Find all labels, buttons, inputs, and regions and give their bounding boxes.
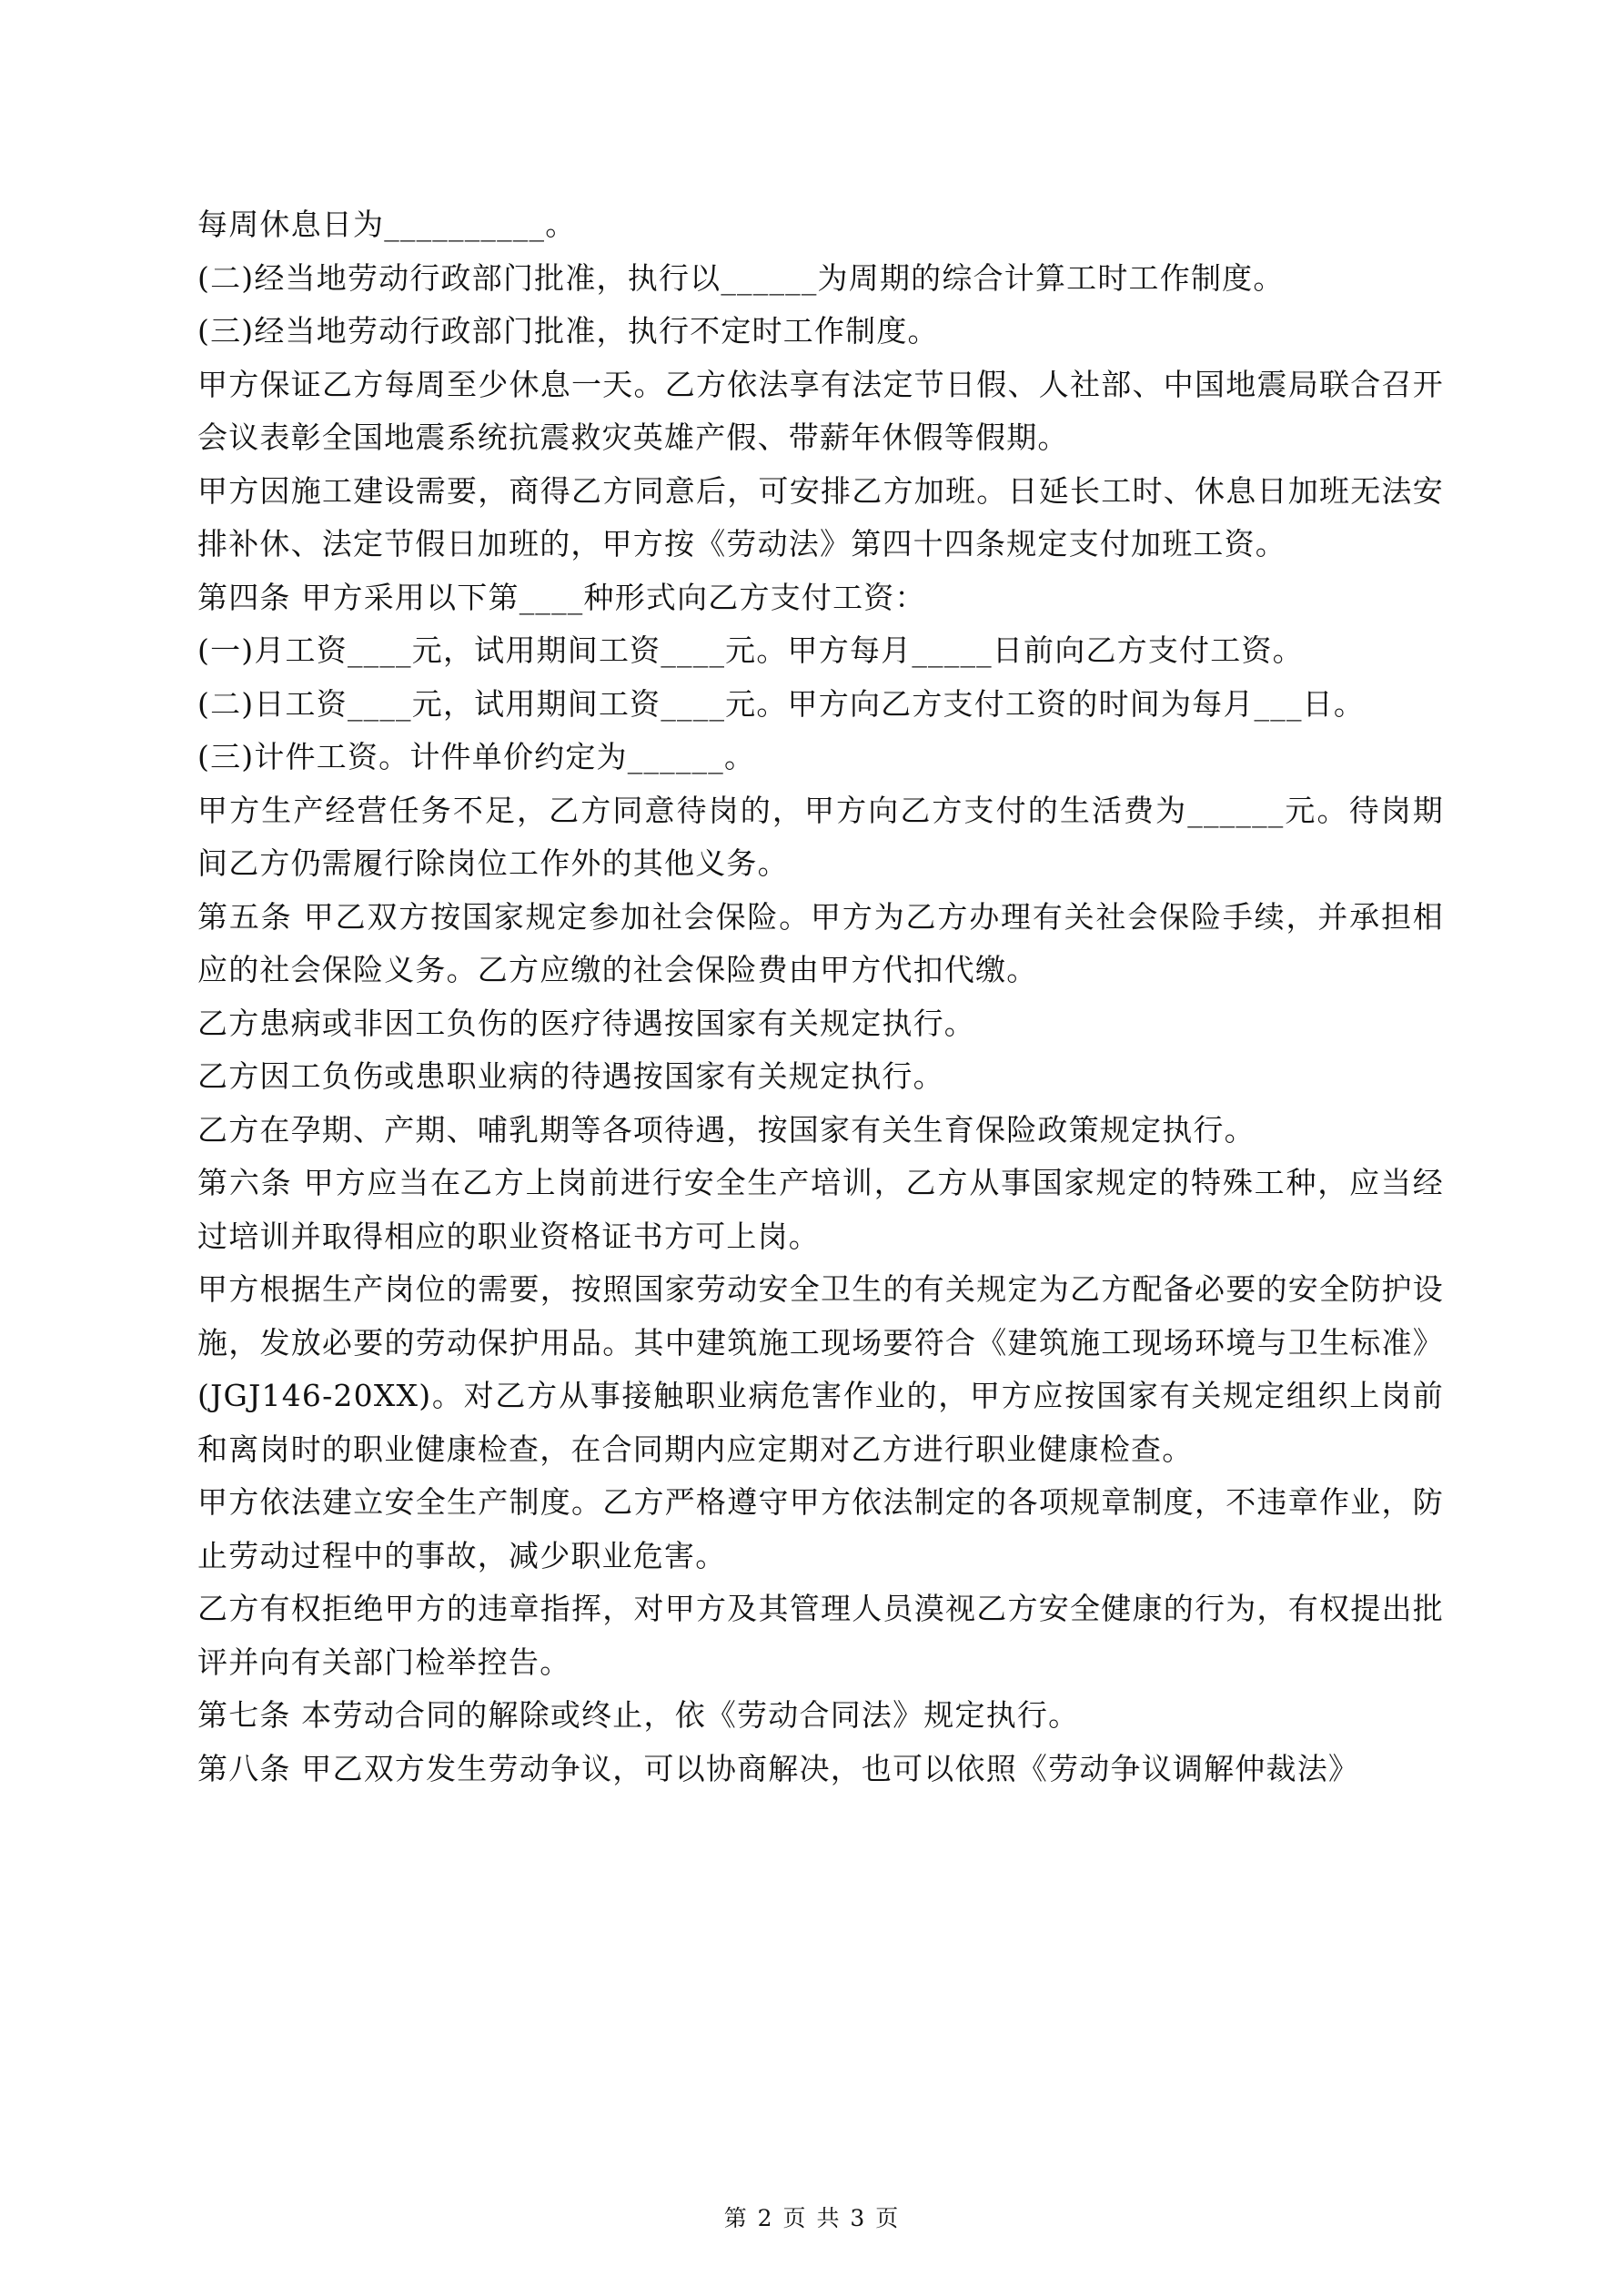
paragraph-10: 甲方生产经营任务不足，乙方同意待岗的，甲方向乙方支付的生活费为______元。待岗期间乙方仍需履行除岗位工作外的其他义务。 bbox=[197, 792, 1444, 881]
paragraph-18: 乙方有权拒绝甲方的违章指挥，对甲方及其管理人员漠视乙方安全健康的行为，有权提出批评并向有关部门检举控告。 bbox=[197, 1591, 1444, 1680]
paragraph-9: (三)计件工资。计件单价约定为______。 bbox=[197, 739, 756, 774]
paragraph-12: 乙方患病或非因工负伤的医疗待遇按国家有关规定执行。 bbox=[197, 1005, 975, 1041]
paragraph-1: 每周休息日为__________。 bbox=[197, 207, 577, 242]
paragraph-2: (二)经当地劳动行政部门批准，执行以______为周期的综合计算工时工作制度。 bbox=[197, 259, 1285, 296]
paragraph-20: 第八条 甲乙双方发生劳动争议，可以协商解决，也可以依照《劳动争议调解仲裁法》 bbox=[197, 1750, 1360, 1786]
paragraph-6: 第四条 甲方采用以下第____种形式向乙方支付工资： bbox=[197, 579, 926, 615]
paragraph-14: 乙方在孕期、产期、哺乳期等各项待遇，按国家有关生育保险政策规定执行。 bbox=[197, 1111, 1256, 1148]
paragraph-8: (二)日工资____元，试用期间工资____元。甲方向乙方支付工资的时间为每月___日。 bbox=[197, 685, 1366, 722]
paragraph-13: 乙方因工负伤或患职业病的待遇按国家有关规定执行。 bbox=[197, 1058, 944, 1094]
paragraph-19: 第七条 本劳动合同的解除或终止，依《劳动合同法》规定执行。 bbox=[197, 1697, 1080, 1733]
paragraph-4: 甲方保证乙方每周至少休息一天。乙方依法享有法定节日假、人社部、中国地震局联合召开会议表彰全国地震系统抗震救灾英雄产假、带薪年休假等假期。 bbox=[197, 366, 1444, 455]
paragraph-11: 第五条 甲乙双方按国家规定参加社会保险。甲方为乙方办理有关社会保险手续，并承担相应的社会保险义务。乙方应缴的社会保险费由甲方代扣代缴。 bbox=[197, 898, 1444, 987]
paragraph-5: 甲方因施工建设需要，商得乙方同意后，可安排乙方加班。日延长工时、休息日加班无法安排补休、法定节假日加班的，甲方按《劳动法》第四十四条规定支付加班工资。 bbox=[197, 472, 1444, 561]
paragraph-15: 第六条 甲方应当在乙方上岗前进行安全生产培训，乙方从事国家规定的特殊工种，应当经过培训并取得相应的职业资格证书方可上岗。 bbox=[197, 1165, 1444, 1254]
paragraph-3: (三)经当地劳动行政部门批准，执行不定时工作制度。 bbox=[197, 313, 939, 349]
paragraph-17: 甲方依法建立安全生产制度。乙方严格遵守甲方依法制定的各项规章制度，不违章作业，防止劳动过程中的事故，减少职业危害。 bbox=[197, 1484, 1444, 1573]
paragraph-16: 甲方根据生产岗位的需要，按照国家劳动安全卫生的有关规定为乙方配备必要的安全防护设施，发放必要的劳动保护用品。其中建筑施工现场要符合《建筑施工现场环境与卫生标准》(JGJ146-20XX)。对乙方从事接触职业病危害作业的，甲方应按国家有关规定组织上岗前和离岗时的职业健康检查，在合同期内应定期对乙方进行职业健康检查。 bbox=[197, 1271, 1444, 1467]
document-body bbox=[197, 198, 1444, 1795]
page-number-footer: 第 2 页 共 3 页 bbox=[723, 2205, 901, 2231]
paragraph-7: (一)月工资____元，试用期间工资____元。甲方每月_____日前向乙方支付工资。 bbox=[197, 632, 1304, 668]
